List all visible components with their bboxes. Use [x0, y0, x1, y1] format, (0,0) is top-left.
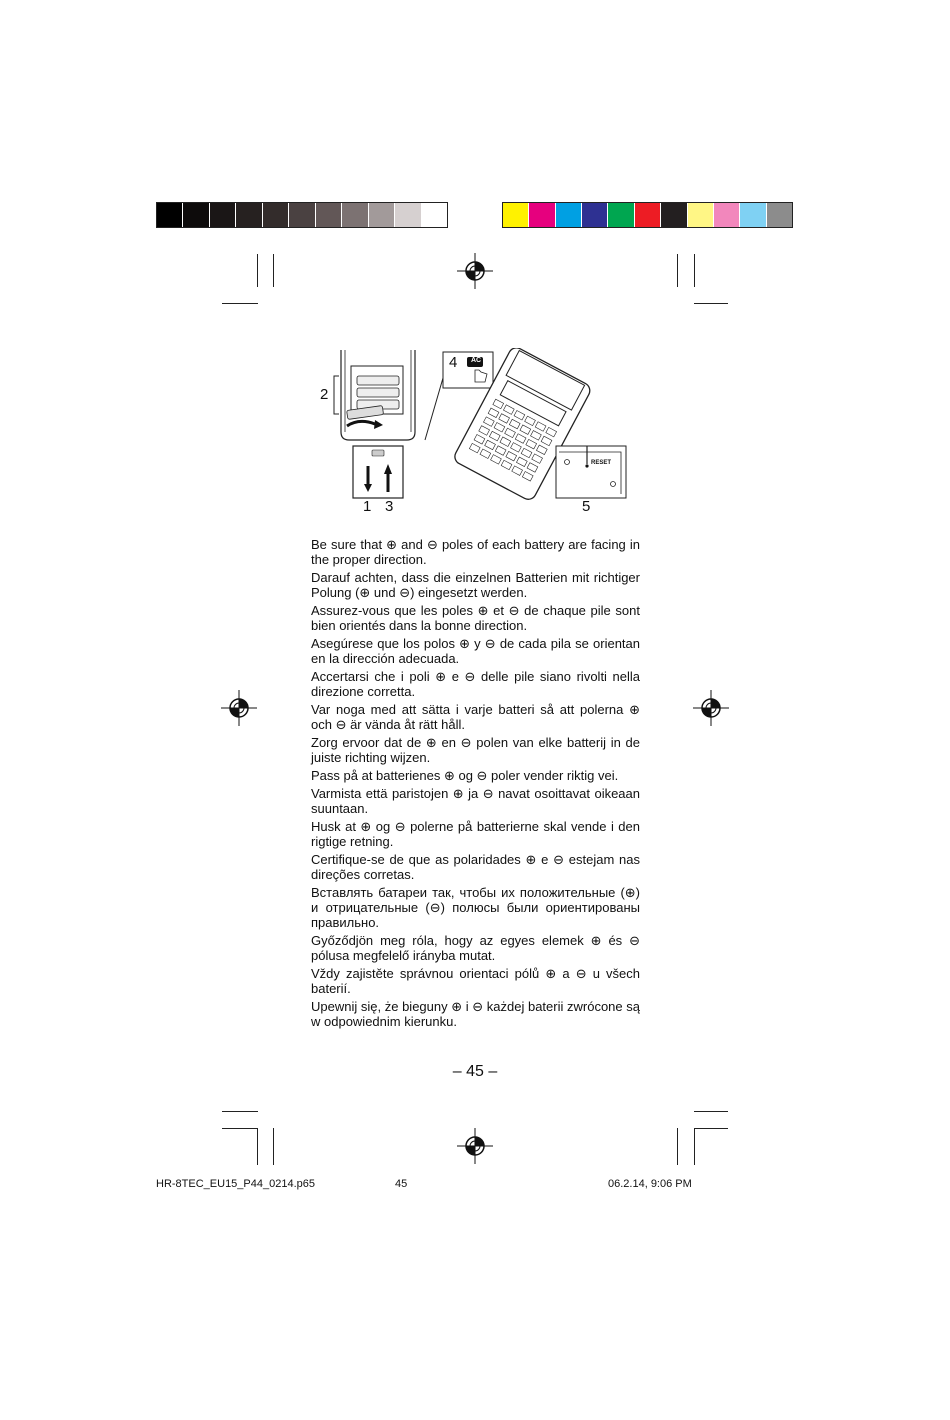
color-swatch — [688, 203, 714, 227]
instruction-pt: Certifique-se de que as polaridades ⊕ e ⊖ estejam nas direções corretas. — [311, 852, 640, 882]
grayscale-calibration-bar — [156, 202, 448, 228]
instruction-it: Accertarsi che i poli ⊕ e ⊖ delle pile siano rivolti nella direzione corretta. — [311, 669, 640, 699]
color-swatch — [503, 203, 529, 227]
step-4-label: 4 — [449, 354, 458, 371]
gray-swatch — [289, 203, 315, 227]
step-1-label: 1 — [363, 498, 372, 515]
color-swatch — [635, 203, 661, 227]
reset-label: RESET — [591, 460, 612, 466]
instruction-nl: Zorg ervoor dat de ⊕ en ⊖ polen van elke batterij in de juiste richting wijzen. — [311, 735, 640, 765]
instruction-en: Be sure that ⊕ and ⊖ poles of each battery are facing in the proper direction. — [311, 537, 640, 567]
color-swatch — [556, 203, 582, 227]
gray-swatch — [236, 203, 262, 227]
instruction-cs: Vždy zajistěte správnou orientaci pólů ⊕ a ⊖ u všech baterií. — [311, 966, 640, 996]
battery-polarity-instructions — [311, 537, 640, 1032]
footer-filename: HR-8TEC_EU15_P44_0214.p65 — [156, 1178, 315, 1190]
footer-page: 45 — [395, 1178, 408, 1190]
battery-installation-figure — [315, 348, 635, 518]
color-swatch — [661, 203, 687, 227]
gray-swatch — [183, 203, 209, 227]
step-3-label: 3 — [385, 498, 394, 515]
color-swatch — [582, 203, 608, 227]
color-swatch — [608, 203, 634, 227]
color-swatch — [529, 203, 555, 227]
gray-swatch — [210, 203, 236, 227]
gray-swatch — [263, 203, 289, 227]
gray-swatch — [369, 203, 395, 227]
color-swatch — [740, 203, 766, 227]
instruction-ru: Вставлять батареи так, чтобы их положительные (⊕) и отрицательные (⊖) полюсы были ориентированы правильно. — [311, 885, 640, 930]
registration-mark-right-icon — [693, 690, 729, 726]
battery-compartment-drawing-icon — [315, 348, 635, 518]
instruction-sv: Var noga med att sätta i varje batteri så att polerna ⊕ och ⊖ är vända åt rätt håll. — [311, 702, 640, 732]
page-number: – 45 – — [452, 1063, 498, 1080]
instruction-es: Asegúrese que los polos ⊕ y ⊖ de cada pila se orientan en la dirección adecuada. — [311, 636, 640, 666]
gray-swatch — [395, 203, 421, 227]
ac-key-label: AC — [471, 357, 482, 364]
registration-mark-left-icon — [221, 690, 257, 726]
instruction-no: Pass på at batterienes ⊕ og ⊖ poler vender riktig vei. — [311, 768, 619, 783]
instruction-fi: Varmista että paristojen ⊕ ja ⊖ navat osoittavat oikeaan suuntaan. — [311, 786, 640, 816]
registration-mark-bottom-icon — [457, 1128, 493, 1164]
instruction-de: Darauf achten, dass die einzelnen Batterien mit richtiger Polung (⊕ und ⊖) eingesetzt werden. — [311, 570, 640, 600]
color-swatch — [767, 203, 792, 227]
registration-mark-top-icon — [457, 253, 493, 289]
instruction-pl: Upewnij się, że bieguny ⊕ i ⊖ każdej baterii zwrócone są w odpowiednim kierunku. — [311, 999, 640, 1029]
instruction-fr: Assurez-vous que les poles ⊕ et ⊖ de chaque pile sont bien orientés dans la bonne direction. — [311, 603, 640, 633]
step-5-label: 5 — [582, 498, 591, 515]
color-calibration-bar — [502, 202, 793, 228]
footer-timestamp: 06.2.14, 9:06 PM — [608, 1178, 692, 1190]
gray-swatch — [422, 203, 447, 227]
step-2-label: 2 — [320, 386, 329, 403]
gray-swatch — [157, 203, 183, 227]
instruction-hu: Győződjön meg róla, hogy az egyes elemek ⊕ és ⊖ pólusa megfelelő irányba mutat. — [311, 933, 640, 963]
instruction-da: Husk at ⊕ og ⊖ polerne på batterierne skal vende i den rigtige retning. — [311, 819, 640, 849]
gray-swatch — [316, 203, 342, 227]
color-swatch — [714, 203, 740, 227]
gray-swatch — [342, 203, 368, 227]
